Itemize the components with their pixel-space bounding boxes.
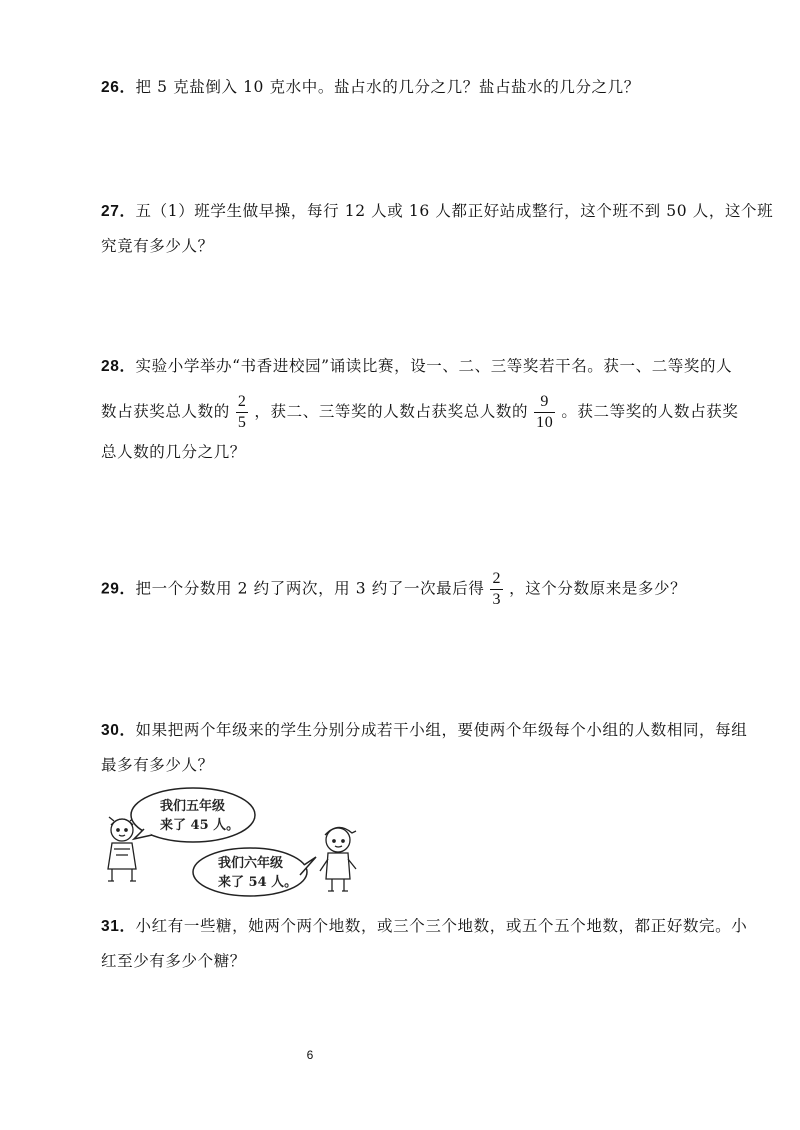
question-text: 数占获奖总人数的 <box>101 402 230 421</box>
fraction-denominator: 5 <box>237 414 247 431</box>
question-text: 如果把两个年级来的学生分别分成若干小组，要使两个年级每个小组的人数相同，每组 <box>135 721 748 739</box>
question-27-line-1 <box>101 194 774 229</box>
question-text: 实验小学举办“书香进校园”诵读比赛，设一、二、三等奖若干名。获一、二等奖的人 <box>135 357 733 375</box>
bubble-text-line-1: 我们六年级 <box>218 856 284 871</box>
girl-cartoon-icon <box>108 817 136 881</box>
fraction-numerator: 9 <box>540 393 550 410</box>
question-26 <box>101 70 721 105</box>
question-27 <box>101 194 774 263</box>
question-29 <box>101 570 721 609</box>
question-text: 把一个分数用 2 约了两次，用 3 约了一次最后得 <box>135 579 485 598</box>
question-number: 29． <box>101 580 136 598</box>
question-text: 小红有一些糖，她两个两个地数，或三个三个地数，或五个五个地数，都正好数完。小 <box>135 917 748 935</box>
bubble-text-line-1: 我们五年级 <box>160 799 226 814</box>
question-28-line-3: 总人数的几分之几？ <box>101 443 246 461</box>
question-28-line-2 <box>101 393 739 432</box>
question-26-line-1 <box>101 70 721 105</box>
question-28 <box>101 350 739 468</box>
fraction-2-5 <box>236 393 249 432</box>
page-number: 6 <box>306 1048 314 1062</box>
boy-cartoon-icon <box>320 827 356 891</box>
question-30-line-2: 最多有多少人？ <box>101 756 214 774</box>
fraction-bar <box>236 412 249 413</box>
speech-bubble-grade-six <box>193 848 316 896</box>
fraction-numerator: 2 <box>237 393 247 410</box>
bubble-text-line-2: 来了 45 人。 <box>160 818 240 833</box>
fraction-numerator: 2 <box>492 570 502 587</box>
question-number: 26． <box>101 79 136 96</box>
question-31-line-1 <box>101 909 748 944</box>
question-30 <box>101 713 748 782</box>
question-number: 30． <box>101 722 136 739</box>
question-text: 五（1）班学生做早操，每行 12 人或 16 人都正好站成整行，这个班不到 50 人，这个班 <box>135 202 774 220</box>
question-28-line-1 <box>101 350 733 383</box>
fraction-2-3 <box>490 570 503 609</box>
question-27-line-2: 究竟有多少人？ <box>101 237 214 255</box>
fraction-denominator: 10 <box>536 414 554 431</box>
students-speech-illustration <box>100 785 380 897</box>
question-number: 31． <box>101 918 136 935</box>
question-31 <box>101 909 748 978</box>
question-31-line-2: 红至少有多少个糖？ <box>101 952 246 970</box>
bubble-text-line-2: 来了 54 人。 <box>218 875 298 890</box>
fraction-denominator: 3 <box>492 591 502 608</box>
fraction-bar <box>534 412 555 413</box>
question-29-line-1 <box>101 570 721 609</box>
question-30-line-1 <box>101 713 748 748</box>
question-text: ，获二、三等奖的人数占获奖总人数的 <box>254 402 529 421</box>
speech-bubble-grade-five <box>131 788 255 842</box>
question-text: 把 5 克盐倒入 10 克水中。盐占水的几分之几？盐占盐水的几分之几？ <box>135 78 640 96</box>
fraction-bar <box>490 589 503 590</box>
fraction-9-10 <box>534 393 555 432</box>
question-number: 27． <box>101 203 136 220</box>
question-number: 28． <box>101 358 136 375</box>
question-text: ，这个分数原来是多少？ <box>509 579 687 598</box>
question-text: 。获二等奖的人数占获奖 <box>561 402 739 421</box>
